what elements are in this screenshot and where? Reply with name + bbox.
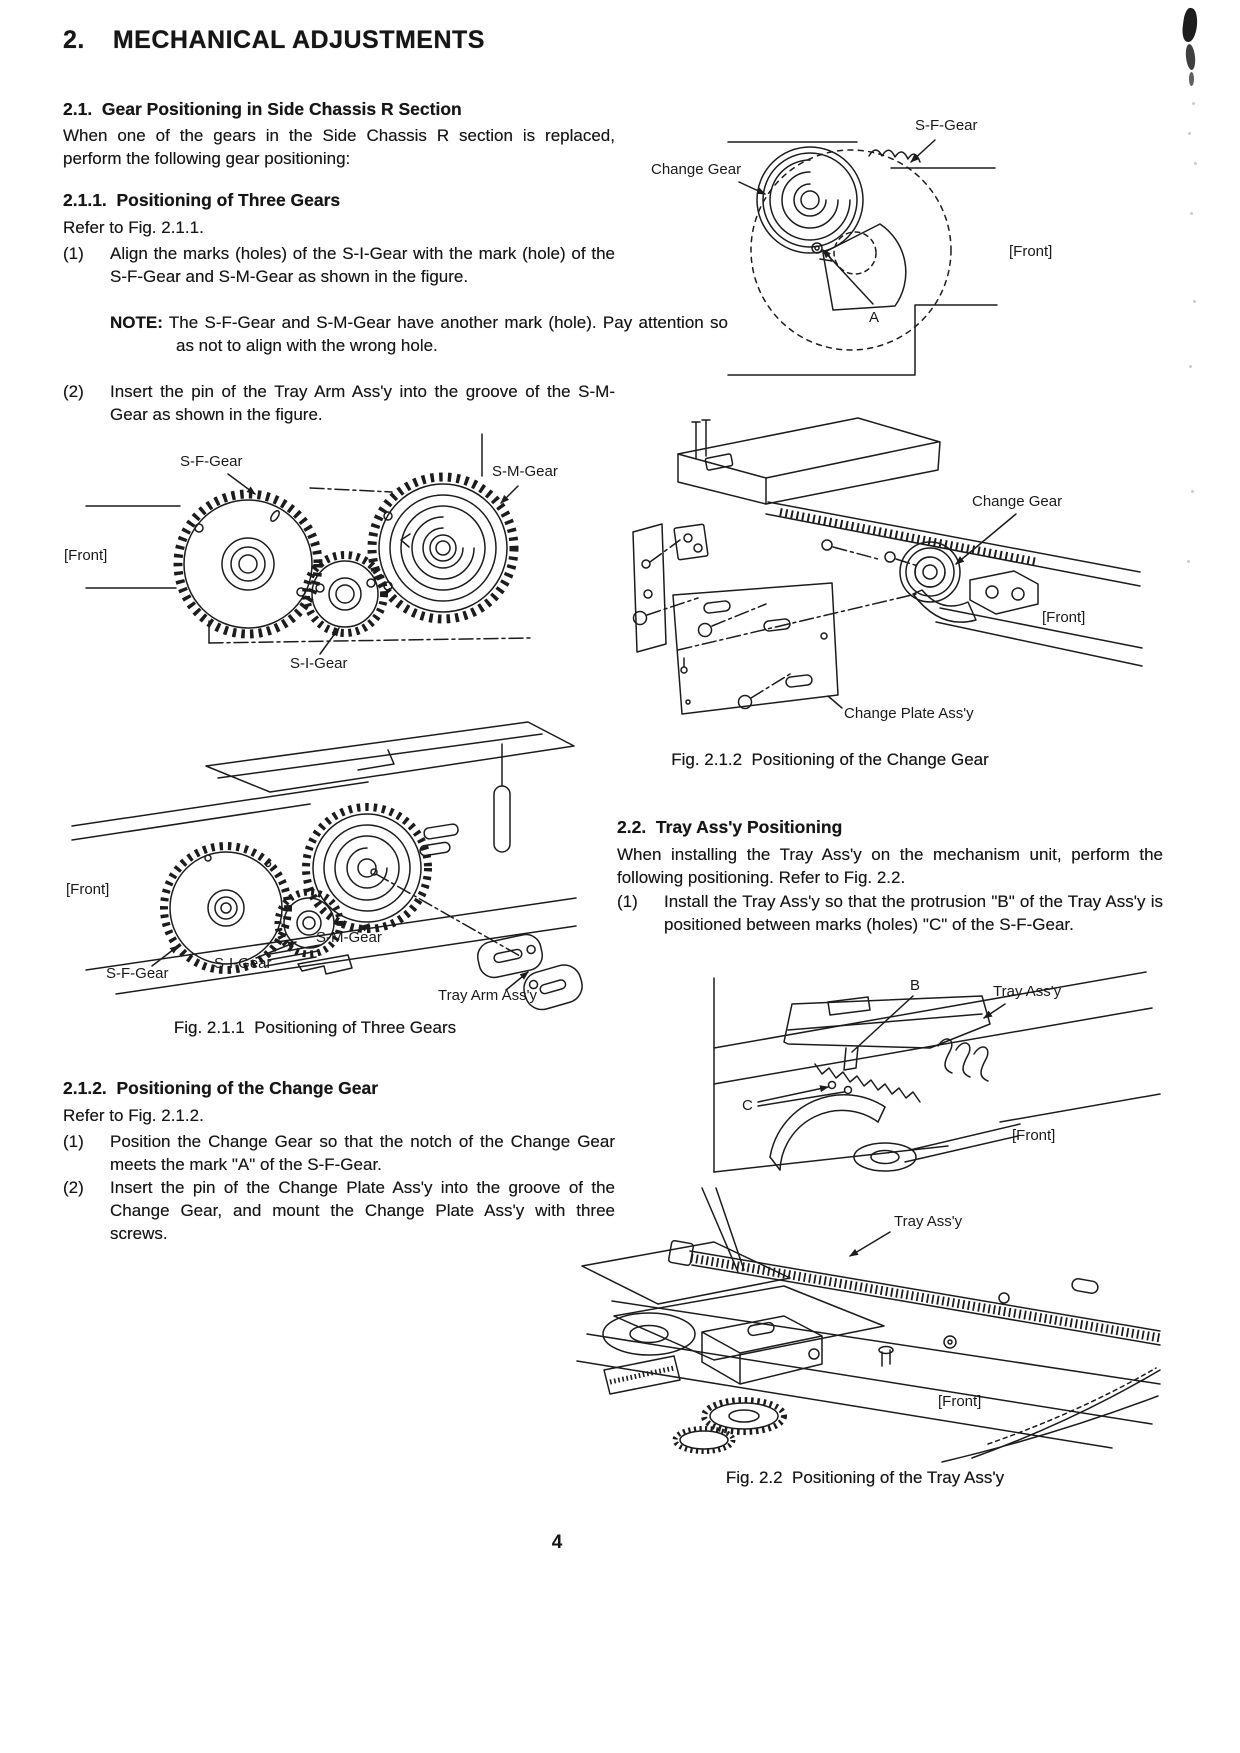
- tray-arm-drawing: [266, 823, 586, 1013]
- sm-gear-label: S-M-Gear: [492, 463, 558, 480]
- figure-2-2-caption: Fig. 2.2 Positioning of the Tray Ass'y: [725, 1468, 1005, 1487]
- list-item-number: (1): [63, 1132, 84, 1151]
- sf-gear-label: S-F-Gear: [180, 453, 243, 470]
- sf-gear-label: S-F-Gear: [915, 117, 978, 134]
- tray-assy-label: Tray Ass'y: [894, 1213, 963, 1230]
- sm-gear-drawing: [306, 807, 428, 929]
- figure-2-2-tray-closeup: [700, 952, 1162, 1192]
- frame-drawing: [714, 972, 1160, 1172]
- protrusion-b-label: B: [910, 977, 921, 994]
- section-2-1-1-heading: 2.1.1. Positioning of Three Gears: [63, 190, 341, 210]
- sf-gear-label: S-F-Gear: [106, 965, 169, 982]
- list-item-number: (1): [63, 244, 84, 263]
- front-orientation-label: [Front]: [1012, 1127, 1056, 1144]
- tray-drawing: [784, 996, 990, 1081]
- screws-drawing: [634, 540, 919, 709]
- list-item-text: Insert the pin of the Tray Arm Ass'y into the groove of the S-M-Gear as shown in the figure.: [110, 382, 615, 424]
- front-orientation-label: [Front]: [1009, 243, 1053, 260]
- figure-2-1-2-change-plate-isometric: [618, 404, 1143, 739]
- sf-gear-drawing: [164, 846, 288, 970]
- tray-assy-label: Tray Ass'y: [993, 983, 1062, 1000]
- figure-2-1-2-caption: Fig. 2.1.2 Positioning of the Change Gear: [671, 750, 989, 769]
- front-orientation-label: [Front]: [1042, 609, 1086, 626]
- sf-gear-drawing: [178, 494, 318, 634]
- tray-arm-label: Tray Arm Ass'y: [438, 987, 537, 1004]
- figure-2-1-1-caption: Fig. 2.1.1 Positioning of Three Gears: [173, 1018, 457, 1037]
- list-item: [63, 1130, 615, 1176]
- change-gear-label: Change Gear: [972, 493, 1063, 510]
- mark-a-label: A: [869, 309, 880, 326]
- list-item: [63, 1176, 615, 1245]
- section-2-2-heading: 2.2. Tray Ass'y Positioning: [617, 817, 843, 837]
- figure-2-2-mechanism-overview: [552, 1186, 1164, 1464]
- section-2-1-heading: 2.1. Gear Positioning in Side Chassis R Section: [63, 99, 462, 119]
- front-orientation-label: [Front]: [938, 1393, 982, 1410]
- rails-drawing: [577, 1301, 1160, 1462]
- list-item-number: (1): [617, 892, 638, 911]
- list-item-number: (2): [63, 1178, 84, 1197]
- section-2-1-2-heading: 2.1.2. Positioning of the Change Gear: [63, 1078, 379, 1098]
- front-orientation-label: [Front]: [64, 547, 108, 564]
- change-plate-drawing: [673, 583, 916, 714]
- sm-gear-drawing: [372, 477, 514, 619]
- change-gear-drawing: [757, 147, 863, 261]
- list-item-text: Align the marks (holes) of the S-I-Gear with the mark (hole) of the S-F-Gear and S-M-Gear as shown in the figure.: [110, 244, 615, 286]
- section-2-2-body: When installing the Tray Ass'y on the mechanism unit, perform the following positioning. Refer to Fig. 2.2.: [617, 845, 1163, 887]
- si-gear-label: S-I-Gear: [214, 955, 272, 972]
- bracket-drawing: [970, 571, 1038, 614]
- change-gear-drawing: [900, 542, 976, 622]
- list-item-number: (2): [63, 382, 84, 401]
- sm-gear-label: S-M-Gear: [316, 929, 382, 946]
- list-item: [63, 242, 615, 288]
- mechanism-cluster-drawing: [582, 1242, 1099, 1452]
- list-item-text: Install the Tray Ass'y so that the protrusion "B" of the Tray Ass'y is positioned between marks (holes) "C" of the S-F-Gear.: [664, 892, 1163, 934]
- list-item-text: Insert the pin of the Change Plate Ass'y into the groove of the Change Gear, and mount the Change Plate Ass'y with three screws.: [110, 1178, 615, 1243]
- figure-2-1-1-gears-front-view: [58, 416, 570, 678]
- section-2-1-1-refer: Refer to Fig. 2.1.1.: [63, 218, 204, 237]
- note-text: The S-F-Gear and S-M-Gear have another mark (hole). Pay attention so as not to align with the wrong hole.: [168, 313, 728, 355]
- list-item: [617, 890, 1163, 936]
- note-label: NOTE:: [110, 313, 163, 332]
- figure-2-1-1-gears-isometric-view: [58, 702, 578, 1012]
- sector-plate-drawing: [823, 224, 906, 310]
- change-gear-label: Change Gear: [651, 161, 742, 178]
- marks-c-label: C: [742, 1097, 753, 1114]
- si-gear-label: S-I-Gear: [290, 655, 348, 672]
- figure-2-1-2-change-gear-front-view: [643, 98, 1143, 398]
- section-2-1-body: When one of the gears in the Side Chassis R section is replaced, perform the following gear positioning:: [63, 126, 615, 168]
- change-plate-label: Change Plate Ass'y: [844, 705, 974, 722]
- list-item-text: Position the Change Gear so that the notch of the Change Gear meets the mark "A" of the S-F-Gear.: [110, 1132, 615, 1174]
- note-paragraph: [63, 311, 728, 357]
- sf-gear-hidden-drawing: [751, 150, 951, 350]
- section-2-1-2-refer: Refer to Fig. 2.1.2.: [63, 1106, 204, 1125]
- page-title-text: MECHANICAL ADJUSTMENTS: [112, 26, 485, 54]
- page-title: [63, 26, 485, 55]
- page-number: 4: [551, 1532, 563, 1553]
- front-orientation-label: [Front]: [66, 881, 110, 898]
- page-title-number: 2.: [63, 26, 85, 54]
- chassis-drawing: [678, 418, 1142, 666]
